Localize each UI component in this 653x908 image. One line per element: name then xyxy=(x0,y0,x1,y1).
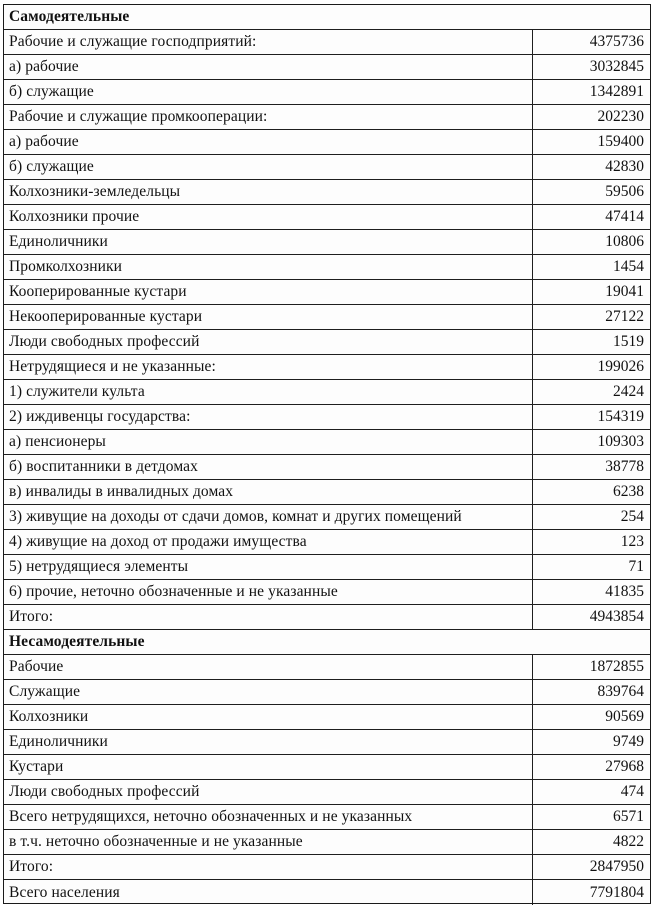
table-row xyxy=(4,880,650,905)
column-divider xyxy=(532,780,533,804)
section-heading xyxy=(4,5,650,30)
table-row xyxy=(4,780,650,805)
table-row xyxy=(4,830,650,855)
table-row xyxy=(4,730,650,755)
row-value: 202230 xyxy=(597,108,644,125)
row-value: 4822 xyxy=(613,833,644,850)
table-row xyxy=(4,530,650,555)
row-label: Единоличники xyxy=(9,233,108,250)
row-value: 159400 xyxy=(597,133,644,150)
row-label: Колхозники xyxy=(9,708,89,725)
row-value: 38778 xyxy=(605,458,644,475)
row-value: 47414 xyxy=(605,208,644,225)
row-label: Колхозники прочие xyxy=(9,208,140,225)
row-value: 109303 xyxy=(597,433,644,450)
column-divider xyxy=(532,405,533,429)
row-label: 6) прочие, неточно обозначенные и не указанные xyxy=(9,583,338,600)
row-label: Итого: xyxy=(9,858,54,875)
row-label: 5) нетрудящиеся элементы xyxy=(9,558,189,575)
column-divider xyxy=(532,755,533,779)
table-row xyxy=(4,30,650,55)
row-value: 4375736 xyxy=(589,33,644,50)
row-value: 27122 xyxy=(605,308,644,325)
row-value: 41835 xyxy=(605,583,644,600)
row-label: 2) иждивенцы государства: xyxy=(9,408,191,425)
table-row xyxy=(4,580,650,605)
row-label: Рабочие и служащие господприятий: xyxy=(9,33,257,50)
column-divider xyxy=(532,330,533,354)
row-label: Единоличники xyxy=(9,733,108,750)
row-value: 1519 xyxy=(613,333,644,350)
row-value: 71 xyxy=(628,558,644,575)
table-row xyxy=(4,130,650,155)
table-row xyxy=(4,55,650,80)
table-row xyxy=(4,255,650,280)
column-divider xyxy=(532,255,533,279)
row-label: Рабочие и служащие промкооперации: xyxy=(9,108,268,125)
column-divider xyxy=(532,655,533,679)
row-label: 4) живущие на доход от продажи имущества xyxy=(9,533,307,550)
table-row xyxy=(4,455,650,480)
row-value: 1342891 xyxy=(589,83,644,100)
row-label: а) рабочие xyxy=(9,58,79,75)
table-row xyxy=(4,480,650,505)
row-value: 2847950 xyxy=(589,858,644,875)
table-row xyxy=(4,105,650,130)
row-label: Служащие xyxy=(9,683,81,700)
table-row xyxy=(4,505,650,530)
row-value: 9749 xyxy=(613,733,644,750)
column-divider xyxy=(532,30,533,54)
column-divider xyxy=(532,80,533,104)
column-divider xyxy=(532,430,533,454)
table-row xyxy=(4,555,650,580)
column-divider xyxy=(532,580,533,604)
row-label: Некооперированные кустари xyxy=(9,308,203,325)
row-label: Всего населения xyxy=(9,883,120,901)
table-row xyxy=(4,605,650,630)
row-value: 19041 xyxy=(605,283,644,300)
row-value: 1872855 xyxy=(589,658,644,675)
row-label: 3) живущие на доходы от сдачи домов, комнат и других помещений xyxy=(9,508,462,525)
table-row xyxy=(4,155,650,180)
row-value: 7791804 xyxy=(589,883,644,901)
row-label: Кустари xyxy=(9,758,64,775)
column-divider xyxy=(532,705,533,729)
column-divider xyxy=(532,530,533,554)
column-divider xyxy=(532,355,533,379)
table-row xyxy=(4,230,650,255)
row-value: 2424 xyxy=(613,383,644,400)
section-heading-label: Несамодеятельные xyxy=(9,633,145,650)
row-value: 839764 xyxy=(597,683,644,700)
column-divider xyxy=(532,155,533,179)
column-divider xyxy=(532,555,533,579)
row-label: Люди свободных профессий xyxy=(9,783,200,800)
column-divider xyxy=(532,680,533,704)
row-label: б) воспитанники в детдомах xyxy=(9,458,198,475)
row-label: а) рабочие xyxy=(9,133,79,150)
row-value: 123 xyxy=(620,533,644,550)
population-table xyxy=(3,4,651,904)
row-value: 474 xyxy=(620,783,644,800)
column-divider xyxy=(532,105,533,129)
row-label: Нетрудящиеся и не указанные: xyxy=(9,358,216,375)
row-value: 1454 xyxy=(613,258,644,275)
column-divider xyxy=(532,805,533,829)
column-divider xyxy=(532,230,533,254)
row-label: Промколхозники xyxy=(9,258,123,275)
table-row xyxy=(4,330,650,355)
column-divider xyxy=(532,480,533,504)
column-divider xyxy=(532,205,533,229)
row-label: Люди свободных профессий xyxy=(9,333,200,350)
row-label: в) инвалиды в инвалидных домах xyxy=(9,483,234,500)
row-value: 6238 xyxy=(613,483,644,500)
table-row xyxy=(4,430,650,455)
table-row xyxy=(4,655,650,680)
row-label: Всего нетрудящихся, неточно обозначенных и не указанных xyxy=(9,808,413,825)
row-value: 199026 xyxy=(597,358,644,375)
column-divider xyxy=(532,280,533,304)
column-divider xyxy=(532,605,533,629)
row-value: 27968 xyxy=(605,758,644,775)
row-value: 42830 xyxy=(605,158,644,175)
column-divider xyxy=(532,830,533,854)
column-divider xyxy=(532,305,533,329)
table-row xyxy=(4,405,650,430)
row-value: 154319 xyxy=(597,408,644,425)
row-label: Кооперированные кустари xyxy=(9,283,187,300)
row-label: в т.ч. неточно обозначенные и не указанные xyxy=(9,833,303,850)
table-row xyxy=(4,755,650,780)
table-row xyxy=(4,680,650,705)
row-label: Итого: xyxy=(9,608,54,625)
table-row xyxy=(4,280,650,305)
table-row xyxy=(4,305,650,330)
row-value: 6571 xyxy=(613,808,644,825)
row-label: а) пенсионеры xyxy=(9,433,106,450)
row-label: б) служащие xyxy=(9,83,94,100)
table-row xyxy=(4,205,650,230)
column-divider xyxy=(532,880,533,905)
row-label: б) служащие xyxy=(9,158,94,175)
row-label: 1) служители культа xyxy=(9,383,145,400)
row-label: Колхозники-земледельцы xyxy=(9,183,181,200)
table-row xyxy=(4,805,650,830)
row-value: 90569 xyxy=(605,708,644,725)
column-divider xyxy=(532,505,533,529)
column-divider xyxy=(532,855,533,879)
row-value: 3032845 xyxy=(589,58,644,75)
section-heading-label: Самодеятельные xyxy=(9,8,130,25)
column-divider xyxy=(532,730,533,754)
table-row xyxy=(4,380,650,405)
column-divider xyxy=(532,55,533,79)
column-divider xyxy=(532,180,533,204)
table-row xyxy=(4,855,650,880)
column-divider xyxy=(532,130,533,154)
table-row xyxy=(4,180,650,205)
column-divider xyxy=(532,380,533,404)
table-row xyxy=(4,705,650,730)
row-label: Рабочие xyxy=(9,658,64,675)
table-row xyxy=(4,355,650,380)
row-value: 254 xyxy=(620,508,644,525)
row-value: 4943854 xyxy=(589,608,644,625)
table-row xyxy=(4,80,650,105)
row-value: 59506 xyxy=(605,183,644,200)
section-heading xyxy=(4,630,650,655)
column-divider xyxy=(532,455,533,479)
row-value: 10806 xyxy=(605,233,644,250)
